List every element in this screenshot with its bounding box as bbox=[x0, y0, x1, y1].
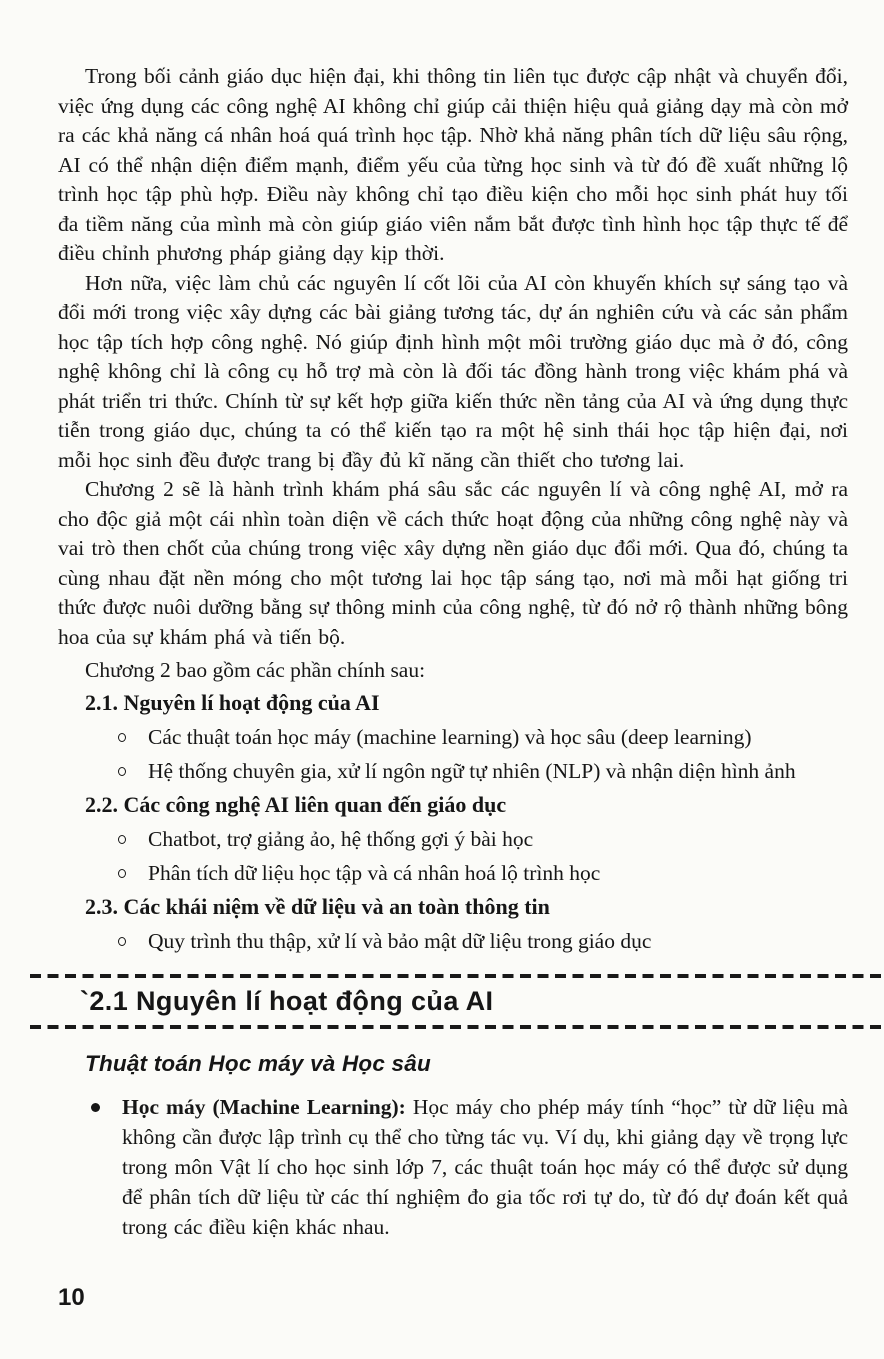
page-number: 10 bbox=[58, 1284, 85, 1311]
section-title: `2.1 Nguyên lí hoạt động của AI bbox=[80, 986, 494, 1016]
section-banner bbox=[30, 974, 884, 1029]
dashed-divider-bottom bbox=[30, 1025, 884, 1029]
solid-bullet-icon bbox=[91, 1103, 100, 1112]
circle-bullet-icon bbox=[118, 869, 126, 878]
list-item bbox=[148, 822, 848, 856]
paragraph-chapter-journey: Chương 2 sẽ là hành trình khám phá sâu sắc các nguyên lí và công nghệ AI, mở ra cho độc giả một cái nhìn toàn diện về cách thức hoạt động của những công nghệ này và vai trò then chốt của chúng trong việc xây dựng nền giáo dục đổi mới. Qua đó, chúng ta cùng nhau đặt nền móng cho một tương lai học tập sáng tạo, nơi mà mỗi hạt giống tri thức được nuôi dưỡng bằng sự thông minh của công nghệ, từ đó nở rộ thành những bông hoa của sự khám phá và tiến bộ. bbox=[58, 477, 848, 649]
chapter-outline bbox=[58, 655, 848, 958]
list-item-machine-learning bbox=[58, 1092, 848, 1242]
term-label: Học máy (Machine Learning): bbox=[122, 1095, 406, 1119]
circle-bullet-icon bbox=[118, 733, 126, 742]
outline-intro: Chương 2 bao gồm các phần chính sau: bbox=[85, 658, 426, 682]
outline-heading-2-2: 2.2. Các công nghệ AI liên quan đến giáo dục bbox=[85, 792, 507, 817]
circle-bullet-icon bbox=[118, 835, 126, 844]
circle-bullet-icon bbox=[118, 937, 126, 946]
paragraph-mastery-creativity: Hơn nữa, việc làm chủ các nguyên lí cốt lõi của AI còn khuyến khích sự sáng tạo và đổi mới trong việc xây dựng các bài giảng tương tác, dự án nghiên cứu và các sản phẩm học tập tích hợp công nghệ. Nó giúp định hình một môi trường giáo dục mà ở đó, công nghệ không chỉ là công cụ hỗ trợ mà còn là đối tác đồng hành trong việc khám phá và phát triển tri thức. Chính từ sự kết hợp giữa kiến thức nền tảng của AI và ứng dụng thực tiễn trong giáo dục, chúng ta có thể kiến tạo ra một hệ sinh thái học tập hiện đại, nơi mỗi học sinh đều được trang bị đầy đủ kĩ năng cần thiết cho tương lai. bbox=[58, 270, 848, 472]
paragraph-intro-context: Trong bối cảnh giáo dục hiện đại, khi thông tin liên tục được cập nhật và chuyển đổi, việc ứng dụng các công nghệ AI không chỉ giúp cải thiện hiệu quả giảng dạy mà còn mở ra các khả năng cá nhân hoá quá trình học tập. Nhờ khả năng phân tích dữ liệu sâu rộng, AI có thể nhận diện điểm mạnh, điểm yếu của từng học sinh và từ đó đề xuất những lộ trình học tập phù hợp. Điều này không chỉ tạo điều kiện cho mỗi học sinh phát huy tối đa tiềm năng của mình mà còn giúp giáo viên nắm bắt được tình hình học tập thực tế để điều chỉnh phương pháp giảng dạy kịp thời. bbox=[58, 64, 848, 265]
list-item bbox=[148, 754, 848, 788]
outline-heading-2-1: 2.1. Nguyên lí hoạt động của AI bbox=[85, 690, 380, 715]
list-item bbox=[148, 720, 848, 754]
list-item bbox=[148, 924, 848, 958]
list-item-label: Quy trình thu thập, xử lí và bảo mật dữ liệu trong giáo dục bbox=[148, 929, 652, 953]
list-item-label: Các thuật toán học máy (machine learning) và học sâu (deep learning) bbox=[148, 725, 752, 749]
list-item-label: Phân tích dữ liệu học tập và cá nhân hoá lộ trình học bbox=[148, 861, 601, 885]
list-item bbox=[148, 856, 848, 890]
machine-learning-definition bbox=[122, 1092, 848, 1242]
list-item-label: Hệ thống chuyên gia, xử lí ngôn ngữ tự nhiên (NLP) và nhận diện hình ảnh bbox=[148, 759, 796, 783]
outline-heading-2-3: 2.3. Các khái niệm về dữ liệu và an toàn thông tin bbox=[85, 894, 550, 919]
dashed-divider-top bbox=[30, 974, 884, 978]
list-item-label: Chatbot, trợ giảng ảo, hệ thống gợi ý bài học bbox=[148, 827, 534, 851]
circle-bullet-icon bbox=[118, 767, 126, 776]
subsection-title: Thuật toán Học máy và Học sâu bbox=[85, 1051, 431, 1076]
term-description: Học máy cho phép máy tính “học” từ dữ liệu mà không cần được lập trình cụ thể cho từng tác vụ. Ví dụ, khi giảng dạy về trọng lực trong môn Vật lí cho học sinh lớp 7, các thuật toán học máy có thể được sử dụng để phân tích dữ liệu từ các thí nghiệm đo gia tốc rơi tự do, từ đó dự đoán kết quả trong các điều kiện khác nhau. bbox=[122, 1095, 849, 1239]
